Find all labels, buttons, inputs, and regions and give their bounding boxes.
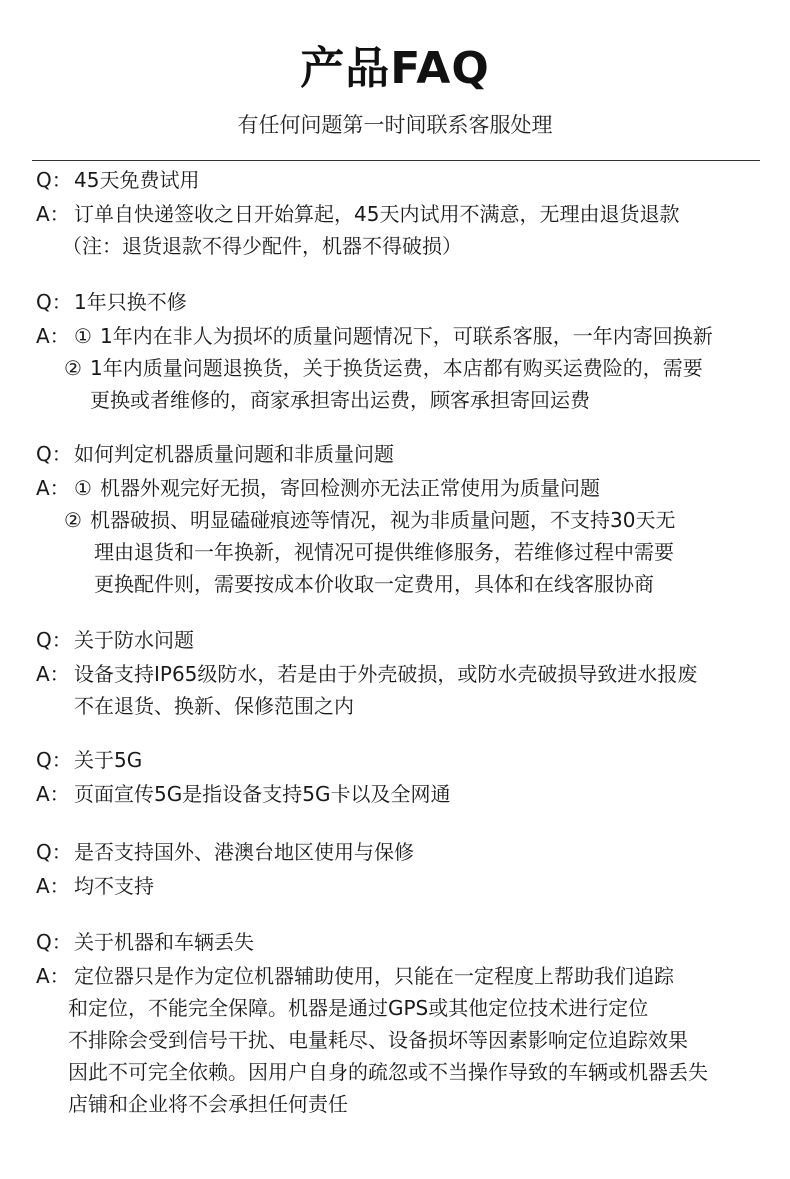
question-marker: Q： bbox=[36, 442, 72, 466]
answer-text: 页面宣传5G是指设备支持5G卡以及全网通 bbox=[74, 782, 451, 806]
answer-line: 和定位，不能完全保障。机器是通过GPS或其他定位技术进行定位 bbox=[68, 996, 649, 1020]
answer-text: 均不支持 bbox=[74, 874, 154, 898]
answer-text: 订单自快递签收之日开始算起，45天内试用不满意，无理由退货退款 bbox=[74, 202, 680, 226]
answer-marker: A： bbox=[36, 202, 70, 226]
question-marker: Q： bbox=[36, 628, 72, 652]
faq-answer bbox=[36, 658, 697, 690]
answer-line: 店铺和企业将不会承担任何责任 bbox=[68, 1092, 348, 1116]
faq-answer bbox=[36, 870, 154, 902]
answer-marker: A： bbox=[36, 874, 70, 898]
question-marker: Q： bbox=[36, 930, 72, 954]
answer-text: 设备支持IP65级防水，若是由于外壳破损，或防水壳破损导致进水报废 bbox=[74, 662, 698, 686]
faq-question bbox=[36, 624, 194, 656]
answer-line: 更换或者维修的，商家承担寄出运费，顾客承担寄回运费 bbox=[90, 388, 590, 412]
answer-line: 不排除会受到信号干扰、电量耗尽、设备损坏等因素影响定位追踪效果 bbox=[68, 1028, 688, 1052]
question-text: 如何判定机器质量问题和非质量问题 bbox=[74, 442, 394, 466]
list-number: ① bbox=[74, 476, 92, 500]
faq-answer bbox=[36, 778, 450, 810]
question-text: 1年只换不修 bbox=[74, 290, 187, 314]
question-marker: Q： bbox=[36, 168, 72, 192]
answer-text: 机器外观完好无损，寄回检测亦无法正常使用为质量问题 bbox=[100, 476, 600, 500]
answer-marker: A： bbox=[36, 964, 70, 988]
answer-marker: A： bbox=[36, 662, 70, 686]
faq-answer bbox=[36, 198, 679, 230]
header-divider bbox=[32, 160, 760, 161]
faq-question bbox=[36, 286, 187, 318]
answer-marker: A： bbox=[36, 324, 70, 348]
faq-answer bbox=[36, 960, 674, 992]
answer-text: 机器破损、明显磕碰痕迹等情况，视为非质量问题，不支持30天无 bbox=[90, 508, 676, 532]
faq-answer bbox=[36, 472, 600, 504]
answer-text: 1年内质量问题退换货，关于换货运费，本店都有购买运费险的，需要 bbox=[90, 356, 703, 380]
faq-answer-item bbox=[64, 352, 703, 384]
faq-question bbox=[36, 836, 414, 868]
page-title: 产品FAQ bbox=[300, 43, 490, 94]
answer-line: 理由退货和一年换新，视情况可提供维修服务，若维修过程中需要 bbox=[94, 540, 674, 564]
question-marker: Q： bbox=[36, 290, 72, 314]
faq-question bbox=[36, 164, 199, 196]
question-marker: Q： bbox=[36, 748, 72, 772]
faq-question bbox=[36, 744, 142, 776]
answer-text: 定位器只是作为定位机器辅助使用，只能在一定程度上帮助我们追踪 bbox=[74, 964, 674, 988]
answer-line: 不在退货、换新、保修范围之内 bbox=[74, 694, 354, 718]
faq-answer bbox=[36, 320, 713, 352]
answer-line: 因此不可完全依赖。因用户自身的疏忽或不当操作导致的车辆或机器丢失 bbox=[68, 1060, 708, 1084]
faq-answer-item bbox=[64, 504, 675, 536]
answer-marker: A： bbox=[36, 476, 70, 500]
question-text: 关于机器和车辆丢失 bbox=[74, 930, 254, 954]
answer-marker: A： bbox=[36, 782, 70, 806]
answer-text: 1年内在非人为损坏的质量问题情况下，可联系客服，一年内寄回换新 bbox=[100, 324, 713, 348]
question-text: 45天免费试用 bbox=[74, 168, 200, 192]
question-marker: Q： bbox=[36, 840, 72, 864]
answer-line: 更换配件则，需要按成本价收取一定费用，具体和在线客服协商 bbox=[94, 572, 654, 596]
list-number: ② bbox=[64, 356, 82, 380]
question-text: 是否支持国外、港澳台地区使用与保修 bbox=[74, 840, 414, 864]
answer-line: （注：退货退款不得少配件，机器不得破损） bbox=[62, 234, 462, 258]
list-number: ② bbox=[64, 508, 82, 532]
question-text: 关于5G bbox=[74, 748, 143, 772]
page-subtitle: 有任何问题第一时间联系客服处理 bbox=[237, 113, 553, 137]
faq-question bbox=[36, 926, 254, 958]
question-text: 关于防水问题 bbox=[74, 628, 194, 652]
list-number: ① bbox=[74, 324, 92, 348]
faq-question bbox=[36, 438, 394, 470]
